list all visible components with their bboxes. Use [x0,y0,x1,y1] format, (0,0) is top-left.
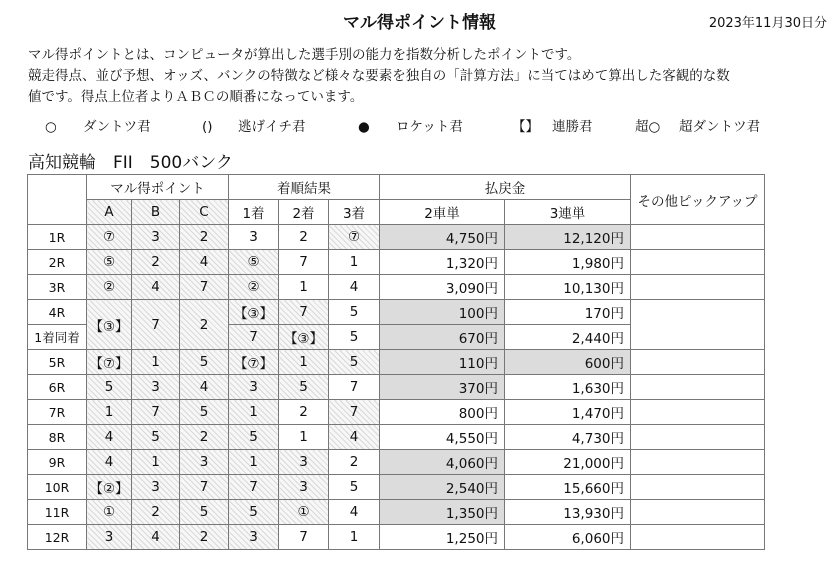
trifecta-payout: 10,130円 [505,275,631,300]
point-cell: 4 [132,525,180,550]
point-cell: 5 [180,500,229,525]
point-cell: ⑤ [87,250,132,275]
point-cell: 1 [87,400,132,425]
result-cell: 7 [279,250,329,275]
points-header: マル得ポイント [87,175,229,200]
result-cell: 7 [279,300,329,325]
result-cell: 1 [279,275,329,300]
result-cell: 5 [329,325,380,350]
table-row [28,300,765,325]
race-number: 9R [28,450,87,475]
col-third-header: 3着 [329,200,380,225]
race-header [28,175,87,225]
result-cell: 7 [329,375,380,400]
result-cell: 1 [229,400,279,425]
pickup-cell [631,275,765,300]
legend-symbol: () [202,119,213,135]
point-cell: 2 [132,250,180,275]
legend-symbol: 【】 [512,119,539,135]
result-cell: ⑦ [329,225,380,250]
point-cell: 3 [132,225,180,250]
table-row [28,450,765,475]
page-title: マル得ポイント情報 [343,13,496,33]
pickup-cell [631,375,765,400]
race-number: 2R [28,250,87,275]
exacta-payout: 370円 [380,375,505,400]
result-cell: ⑤ [229,250,279,275]
trifecta-payout: 21,000円 [505,450,631,475]
legend-symbol: ● [358,119,370,135]
exacta-payout: 1,350円 [380,500,505,525]
point-cell: 3 [132,375,180,400]
result-cell: 7 [229,475,279,500]
point-cell: 3 [87,525,132,550]
point-cell: ① [87,500,132,525]
result-cell: 1 [329,525,380,550]
point-cell: 7 [132,300,180,350]
trifecta-payout: 1,630円 [505,375,631,400]
payout-header: 払戻金 [380,175,631,200]
result-cell: 4 [329,275,380,300]
legend-item [202,115,306,135]
race-number: 5R [28,350,87,375]
point-cell: 3 [132,475,180,500]
point-cell: 2 [180,425,229,450]
legend-symbol: 超○ [635,119,661,135]
result-cell: 【③】 [229,300,279,325]
exacta-payout: 1,320円 [380,250,505,275]
point-cell: 5 [87,375,132,400]
point-cell: ⑦ [87,225,132,250]
result-cell: 5 [329,300,380,325]
result-cell: ① [279,500,329,525]
pickup-cell [631,225,765,250]
exacta-payout: 3,090円 [380,275,505,300]
point-cell: 7 [180,475,229,500]
legend-item [358,115,463,135]
trifecta-payout: 2,440円 [505,325,631,350]
legend-label: ダントツ君 [83,119,151,135]
exacta-payout: 800円 [380,400,505,425]
point-cell: 4 [87,425,132,450]
legend-symbol: ○ [45,119,57,135]
pickup-cell [631,525,765,550]
result-cell: 7 [329,400,380,425]
result-cell: 3 [229,525,279,550]
point-cell: 【⑦】 [87,350,132,375]
results-table [27,174,765,550]
result-cell: 7 [229,325,279,350]
result-cell: 5 [279,375,329,400]
result-cell: 3 [229,225,279,250]
point-cell: 7 [180,275,229,300]
table-row [28,250,765,275]
pickup-cell [631,400,765,425]
exacta-payout: 4,550円 [380,425,505,450]
trifecta-payout: 4,730円 [505,425,631,450]
venue-title: 高知競輪 FII 500バンク [28,153,233,173]
result-cell: 4 [329,425,380,450]
result-cell: 1 [279,350,329,375]
trifecta-payout: 12,120円 [505,225,631,250]
point-cell: 2 [180,225,229,250]
description [28,45,818,108]
exacta-payout: 1,250円 [380,525,505,550]
trifecta-payout: 1,470円 [505,400,631,425]
result-cell: 1 [229,450,279,475]
trifecta-payout: 13,930円 [505,500,631,525]
report-date: 2023年11月30日分 [708,16,827,31]
col-b-header: B [132,200,180,225]
pickup-cell [631,425,765,450]
result-cell: ② [229,275,279,300]
col-c-header: C [180,200,229,225]
point-cell: 4 [132,275,180,300]
exacta-payout: 2,540円 [380,475,505,500]
description-line: 値です。得点上位者よりＡＢＣの順番になっています。 [28,89,364,105]
col-first-header: 1着 [229,200,279,225]
race-number: 11R [28,500,87,525]
legend-label: 超ダントツ君 [679,119,761,135]
result-cell: 1 [279,425,329,450]
trifecta-payout: 600円 [505,350,631,375]
pickup-cell [631,500,765,525]
trifecta-payout: 1,980円 [505,250,631,275]
race-number: 4R [28,300,87,325]
point-cell: 4 [87,450,132,475]
col-trifecta-header: 3連単 [505,200,631,225]
exacta-payout: 4,060円 [380,450,505,475]
race-number: 3R [28,275,87,300]
other-header: その他ピックアップ [631,175,765,225]
point-cell: 5 [180,400,229,425]
legend-item [45,115,151,135]
result-cell: 5 [329,350,380,375]
pickup-cell [631,475,765,500]
pickup-cell [631,300,765,350]
point-cell: 2 [180,525,229,550]
table-row [28,500,765,525]
trifecta-payout: 15,660円 [505,475,631,500]
race-note: 1着同着 [28,325,87,350]
legend-label: 連勝君 [552,119,593,135]
point-cell: 5 [180,350,229,375]
result-cell: 5 [329,475,380,500]
legend-item [635,115,760,135]
point-cell: 【②】 [87,475,132,500]
race-number: 10R [28,475,87,500]
table-row [28,525,765,550]
race-number: 8R [28,425,87,450]
result-cell: 2 [279,225,329,250]
table-row [28,425,765,450]
symbol-legend [45,115,805,135]
point-cell: 4 [180,250,229,275]
result-header: 着順結果 [229,175,380,200]
result-cell: 3 [279,450,329,475]
legend-item [512,115,593,135]
result-cell: 5 [229,425,279,450]
pickup-cell [631,250,765,275]
race-number: 12R [28,525,87,550]
result-cell: 1 [329,250,380,275]
race-number: 1R [28,225,87,250]
result-cell: 2 [329,450,380,475]
legend-label: ロケット君 [396,119,463,135]
point-cell: 1 [132,350,180,375]
exacta-payout: 4,750円 [380,225,505,250]
race-rows [28,225,765,550]
col-exacta-header: 2車単 [380,200,505,225]
trifecta-payout: 6,060円 [505,525,631,550]
exacta-payout: 670円 [380,325,505,350]
race-number: 6R [28,375,87,400]
point-cell: ② [87,275,132,300]
col-second-header: 2着 [279,200,329,225]
point-cell: 【③】 [87,300,132,350]
point-cell: 4 [180,375,229,400]
point-cell: 3 [180,450,229,475]
point-cell: 5 [132,425,180,450]
result-cell: 4 [329,500,380,525]
pickup-cell [631,350,765,375]
point-cell: 2 [132,500,180,525]
point-cell: 2 [180,300,229,350]
table-row [28,475,765,500]
result-cell: 3 [229,375,279,400]
result-cell: 2 [279,400,329,425]
exacta-payout: 110円 [380,350,505,375]
exacta-payout: 100円 [380,300,505,325]
table-row [28,350,765,375]
description-line: 競走得点、並び予想、オッズ、バンクの特徴など様々な要素を独自の「計算方法」に当てはめて算出した客観的な数 [28,68,730,84]
result-cell: 3 [279,475,329,500]
result-cell: 7 [279,525,329,550]
race-number: 7R [28,400,87,425]
pickup-cell [631,450,765,475]
description-line: マル得ポイントとは、コンピュータが算出した選手別の能力を指数分析したポイントです。 [28,47,581,63]
col-a-header: A [87,200,132,225]
legend-label: 逃げイチ君 [238,119,306,135]
table-row [28,225,765,250]
result-cell: 【⑦】 [229,350,279,375]
point-cell: 7 [132,400,180,425]
point-cell: 1 [132,450,180,475]
table-row [28,400,765,425]
table-row [28,275,765,300]
result-cell: 5 [229,500,279,525]
trifecta-payout: 170円 [505,300,631,325]
result-cell: 【③】 [279,325,329,350]
table-row [28,375,765,400]
